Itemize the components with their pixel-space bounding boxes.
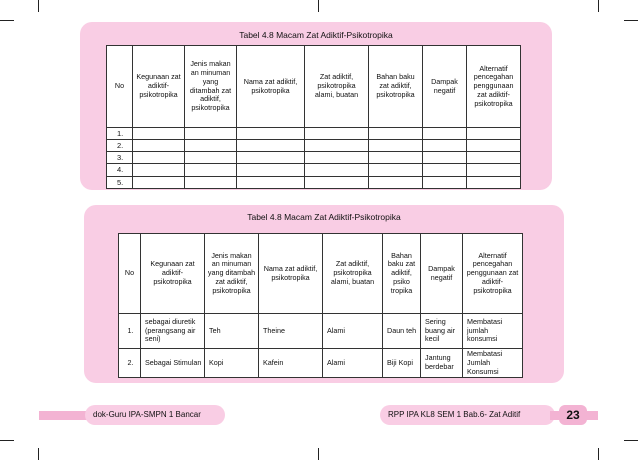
table2-caption: Tabel 4.8 Macam Zat Adiktif-Psikotropika [247, 212, 401, 222]
page-number-box [559, 405, 587, 425]
table-row [107, 128, 521, 140]
crop-mark [318, 448, 319, 460]
table2-header: No [119, 234, 141, 314]
page-number: 23 [566, 408, 580, 422]
table2-header: Jenis makan an minuman yang ditambah zat adiktif, psikotropika [205, 234, 259, 314]
cell-bahan-baku: Daun teh [383, 314, 421, 349]
table1 [106, 45, 521, 189]
table2-panel [84, 205, 564, 383]
footer-left-label [85, 405, 225, 425]
cell-bahan-baku: Biji Kopi [383, 349, 421, 378]
row-number: 3. [107, 152, 133, 164]
table2-header: Nama zat adiktif, psikotropika [259, 234, 323, 314]
table2-header-row [119, 234, 523, 314]
cell-jenis: Teh [205, 314, 259, 349]
table1-caption: Tabel 4.8 Macam Zat Adiktif-Psikotropika [239, 30, 393, 40]
table1-header: Kegunaan zat adiktif-psikotropika [133, 46, 185, 128]
crop-mark [598, 0, 599, 12]
table2-header: Alternatif pencegahan penggunaan zat adiktif-psikotropika [463, 234, 523, 314]
row-number: 1. [107, 128, 133, 140]
row-number: 2. [107, 140, 133, 152]
table-row [119, 314, 523, 349]
cell-kegunaan: Sebagai Stimulan [141, 349, 205, 378]
row-number: 4. [107, 164, 133, 176]
table-row [119, 349, 523, 378]
crop-mark [0, 20, 14, 21]
table2-header: Kegunaan zat adiktif-psikotropika [141, 234, 205, 314]
cell-alami-buatan: Alami [323, 349, 383, 378]
table2-header: Bahan baku zat adiktif, psiko tropika [383, 234, 421, 314]
crop-mark [38, 448, 39, 460]
table1-header: Dampak negatif [423, 46, 467, 128]
row-number: 5. [107, 176, 133, 188]
table1-panel [80, 22, 552, 190]
cell-alternatif: Membatasi jumlah konsumsi [463, 314, 523, 349]
row-number: 1. [119, 314, 141, 349]
table-row [107, 140, 521, 152]
table1-header: No [107, 46, 133, 128]
table1-header: Alternatif pencegahan penggunaan zat adiktif-psikotropika [467, 46, 521, 128]
table1-header: Zat adiktif, psikotropika alami, buatan [305, 46, 369, 128]
cell-nama-zat: Theine [259, 314, 323, 349]
table1-header: Jenis makan an minuman yang ditambah zat adiktif, psikotropika [185, 46, 237, 128]
table1-header: Bahan baku zat adiktif, psikotropika [369, 46, 423, 128]
table2-header: Zat adiktif, psikotropika alami, buatan [323, 234, 383, 314]
cell-kegunaan: sebagai diuretik (perangsang air seni) [141, 314, 205, 349]
crop-mark [624, 440, 638, 441]
cell-jenis: Kopi [205, 349, 259, 378]
crop-mark [0, 440, 14, 441]
row-number: 2. [119, 349, 141, 378]
cell-alami-buatan: Alami [323, 314, 383, 349]
cell-nama-zat: Kafein [259, 349, 323, 378]
table-row [107, 176, 521, 188]
footer-left-text: dok-Guru IPA-SMPN 1 Bancar [93, 410, 201, 419]
table2-header: Dampak negatif [421, 234, 463, 314]
footer-right-text: RPP IPA KL8 SEM 1 Bab.6- Zat Aditif [388, 410, 521, 419]
cell-dampak: Sering buang air kecil [421, 314, 463, 349]
cell-alternatif: Membatasi Jumlah Konsumsi [463, 349, 523, 378]
table-row [107, 152, 521, 164]
table-row [107, 164, 521, 176]
table2 [118, 233, 523, 378]
crop-mark [624, 20, 638, 21]
crop-mark [38, 0, 39, 12]
table1-header-row [107, 46, 521, 128]
crop-mark [598, 448, 599, 460]
crop-mark [318, 0, 319, 12]
table1-header: Nama zat adiktif, psikotropika [237, 46, 305, 128]
footer-right-label [380, 405, 555, 425]
cell-dampak: Jantung berdebar [421, 349, 463, 378]
